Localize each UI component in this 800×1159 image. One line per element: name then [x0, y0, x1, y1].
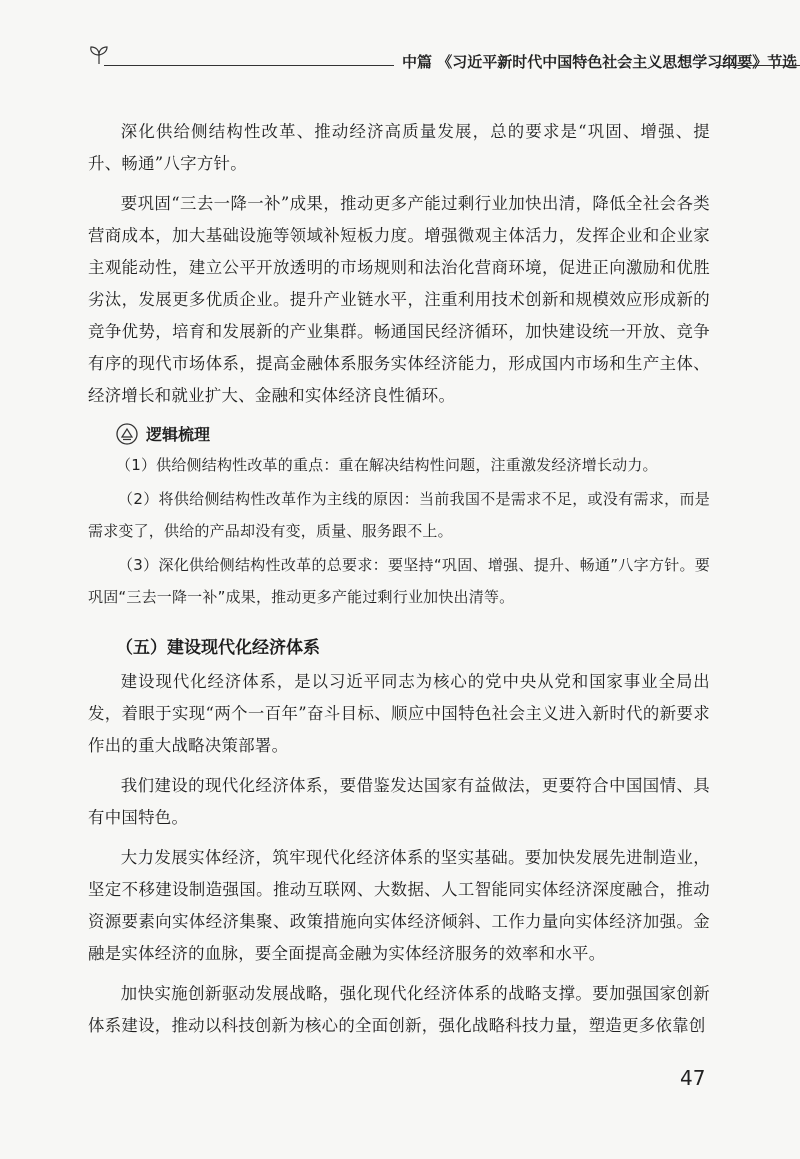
logic-badge-icon	[116, 423, 138, 445]
page-number: 47	[680, 1066, 706, 1090]
header-rule-left	[104, 65, 394, 66]
paragraph: 要巩固“三去一降一补”成果，推动更多产能过剩行业加快出清，降低全社会各类营商成本，加大基础设施等领域补短板力度。增强微观主体活力，发挥企业和企业家主观能动性，建立公平开放透明的市场规则和法治化营商环境，促进正向激励和优胜劣汰，发展更多优质企业。提升产业链水平，注重利用技术创新和规模效应形成新的竞争优势，培育和发展新的产业集群。畅通国民经济循环，加快建设统一开放、竞争有序的现代市场体系，提高金融体系服务实体经济能力，形成国内市场和生产主体、经济增长和就业扩大、金融和实体经济良性循环。	[88, 194, 710, 405]
running-header	[88, 44, 798, 74]
logic-item: （2）将供给侧结构性改革作为主线的原因：当前我国不是需求不足，或没有需求，而是需求变了，供给的产品却没有变，质量、服务跟不上。	[88, 490, 710, 540]
logic-section-heading	[116, 422, 710, 445]
paragraph: 深化供给侧结构性改革、推动经济高质量发展，总的要求是“巩固、增强、提升、畅通”八字方针。	[88, 122, 710, 173]
paragraph: 大力发展实体经济，筑牢现代化经济体系的坚实基础。要加快发展先进制造业，坚定不移建设制造强国。推动互联网、大数据、人工智能同实体经济深度融合，推动资源要素向实体经济集聚、政策措施向实体经济倾斜、工作力量向实体经济加强。金融是实体经济的血脉，要全面提高金融为实体经济服务的效率和水平。	[88, 848, 710, 963]
section-heading: （五）建设现代化经济体系	[116, 638, 320, 658]
main-text	[88, 116, 710, 1050]
paragraph: 我们建设的现代化经济体系，要借鉴发达国家有益做法，更要符合中国国情、具有中国特色。	[88, 776, 710, 827]
header-rule-right	[716, 65, 800, 66]
leaf-sprout-icon	[88, 44, 110, 66]
paragraph: 加快实施创新驱动发展战略，强化现代化经济体系的战略支撑。要加强国家创新体系建设，推动以科技创新为核心的全面创新，强化战略科技力量，塑造更多依靠创	[88, 984, 710, 1035]
paragraph: 建设现代化经济体系，是以习近平同志为核心的党中央从党和国家事业全局出发，着眼于实现“两个一百年”奋斗目标、顺应中国特色社会主义进入新时代的新要求作出的重大战略决策部署。	[88, 672, 710, 755]
header-title: 中篇 《习近平新时代中国特色社会主义思想学习纲要》节选	[402, 53, 798, 71]
logic-heading-text: 逻辑梳理	[146, 425, 211, 444]
logic-item: （1）供给侧结构性改革的重点：重在解决结构性问题，注重激发经济增长动力。	[116, 456, 658, 474]
logic-item: （3）深化供给侧结构性改革的总要求：要坚持“巩固、增强、提升、畅通”八字方针。要巩固“三去一降一补”成果，推动更多产能过剩行业加快出清等。	[88, 556, 710, 606]
